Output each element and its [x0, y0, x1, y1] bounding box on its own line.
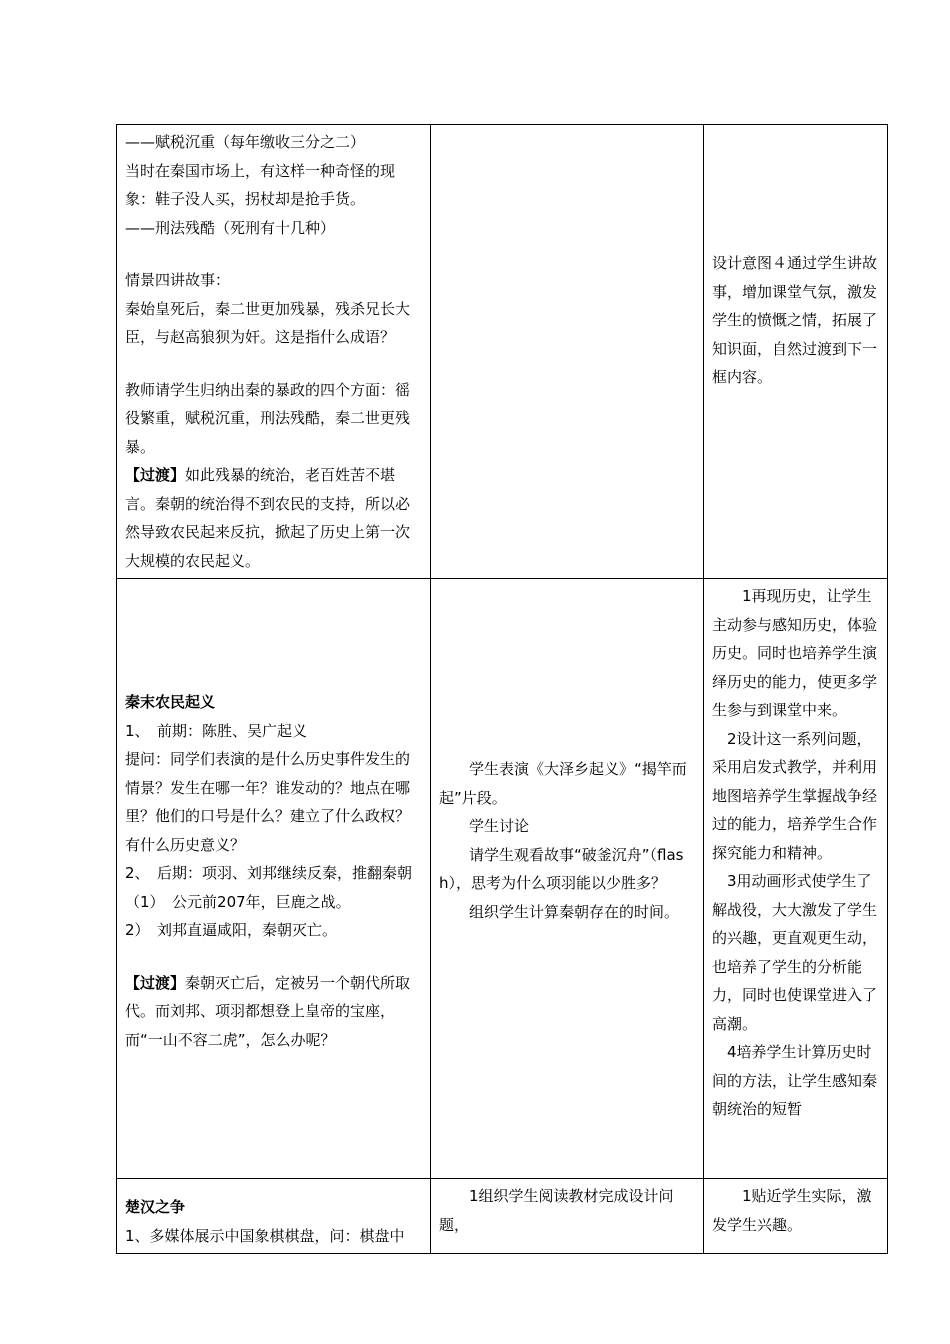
intent-paragraph: 4培养学生计算历史时间的方法，让学生感知秦朝统治的短暂 — [712, 1043, 878, 1118]
content-cell — [117, 579, 431, 1179]
transition-body: 如此残暴的统治，老百姓苦不堪言。秦朝的统治得不到农民的支持，所以必然导致农民起来反抗，掀起了历史上第一次大规模的农民起义。 — [125, 466, 411, 570]
story-title: 情景四讲故事： — [125, 271, 231, 289]
question-text: 提问：同学们表演的是什么历史事件发生的情景？发生在哪一年？谁发动的？地点在哪里？他们的口号是什么？建立了什么政权？有什么历史意义？ — [125, 750, 411, 854]
activity-cell — [431, 579, 704, 1179]
list-item: 1、 前期：陈胜、吴广起义 — [125, 721, 308, 740]
table-row — [117, 579, 888, 1179]
design-intent-cell — [704, 579, 888, 1179]
transition-body: 秦朝灭亡后，定被另一个朝代所取代。而刘邦、项羽都想登上皇帝的宝座，而“一山不容二虎”，怎么办呢？ — [125, 973, 411, 1049]
list-item: 2、 后期：项羽、刘邦继续反秦，推翻秦朝 — [125, 864, 413, 882]
intent-paragraph: 3用动画形式使学生了解战役，大大激发了学生的兴趣，更直观更生动，也培养了学生的分析能力，同时也使课堂进入了高潮。 — [712, 872, 878, 1033]
lesson-plan-table — [116, 124, 888, 1254]
activity-paragraph: 学生表演《大泽乡起义》“揭竿而起”片段。 — [439, 760, 687, 807]
sub-item: （1） 公元前207年，巨鹿之战。 — [125, 892, 351, 911]
text-line: ——赋税沉重（每年缴收三分之二） — [125, 133, 366, 151]
section-heading: 楚汉之争 — [125, 1198, 186, 1216]
summary-text: 教师请学生归纳出秦的暴政的四个方面：徭役繁重，赋税沉重，刑法残酷，秦二世更残暴。 — [125, 380, 411, 456]
transition-tag: 【过渡】 — [125, 973, 186, 992]
table-row — [117, 1179, 888, 1254]
design-intent-cell — [704, 1179, 888, 1254]
content-cell — [117, 1179, 431, 1254]
intent-paragraph: 1再现历史，让学生主动参与感知历史，体验历史。同时也培养学生演绎历史的能力，使更多学生参与到课堂中来。 — [712, 587, 878, 719]
text-line: ——刑法残酷（死刑有十几种） — [125, 218, 336, 237]
intent-paragraph: 1贴近学生实际，激发学生兴趣。 — [712, 1187, 872, 1234]
design-intent-cell: 设计意图４通过学生讲故事，增加课堂气氛，激发学生的愤慨之情，拓展了知识面，自然过渡到下一框内容。 — [704, 125, 888, 579]
text-line: 当时在秦国市场上，有这样一种奇怪的现象：鞋子没人买，拐杖却是抢手货。 — [125, 161, 396, 208]
sub-item: 2） 刘邦直逼咸阳，秦朝灭亡。 — [125, 921, 338, 939]
section-heading: 秦末农民起义 — [125, 693, 216, 711]
transition-text — [125, 461, 422, 575]
transition-tag: 【过渡】 — [125, 466, 186, 484]
list-item: 1、多媒体展示中国象棋棋盘，问：棋盘中 — [125, 1226, 405, 1245]
activity-cell — [431, 125, 704, 579]
activity-paragraph: 1组织学生阅读教材完成设计问题， — [439, 1187, 674, 1234]
table-row — [117, 125, 888, 579]
content-cell — [117, 125, 431, 579]
activity-paragraph: 组织学生计算秦朝存在的时间。 — [469, 902, 680, 921]
transition-text — [125, 969, 422, 1055]
activity-paragraph: 请学生观看故事“破釜沉舟”（flash），思考为什么项羽能以少胜多？ — [439, 845, 684, 892]
activity-cell — [431, 1179, 704, 1254]
story-text: 秦始皇死后，秦二世更加残暴，残杀兄长大臣，与赵高狼狈为奸。这是指什么成语？ — [125, 299, 411, 346]
activity-paragraph: 学生讨论 — [469, 817, 530, 835]
intent-paragraph: 2设计这一系列问题，采用启发式教学，并利用地图培养学生掌握战争经过的能力，培养学生合作探究能力和精神。 — [712, 729, 878, 862]
